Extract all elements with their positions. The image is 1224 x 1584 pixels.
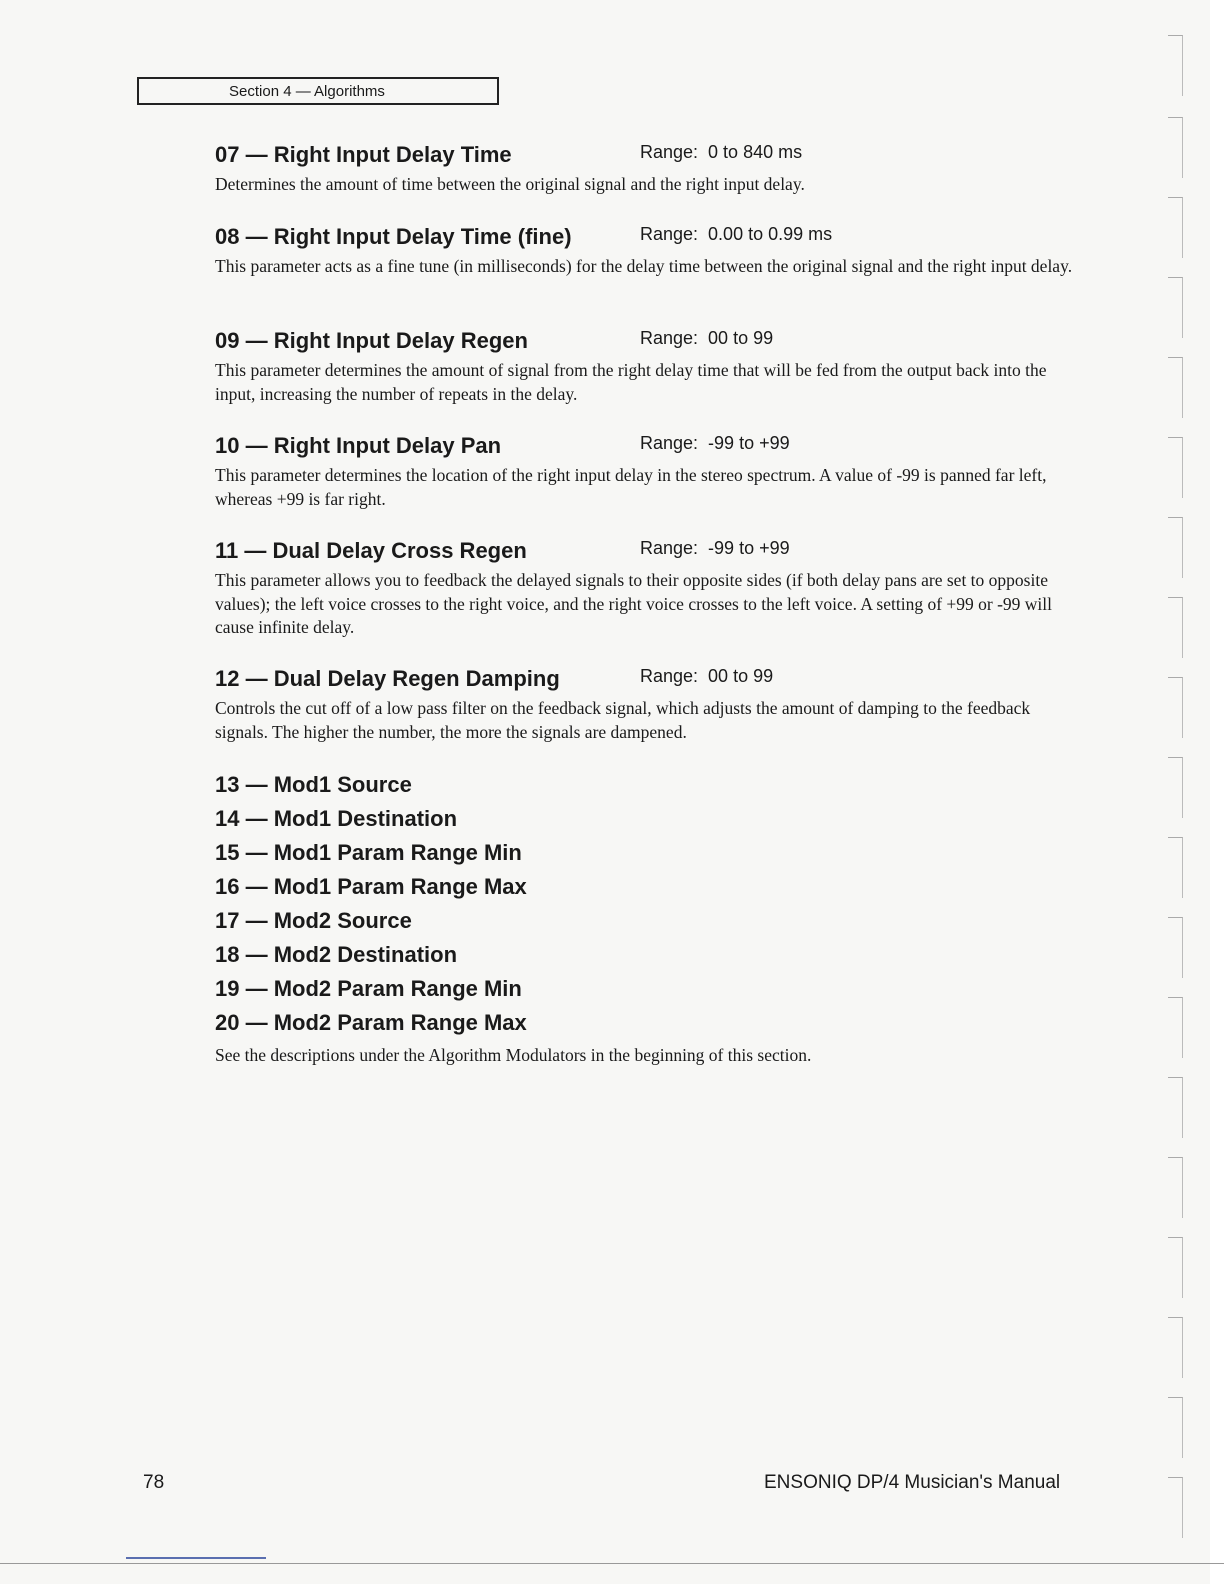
range-value: 00 to 99	[708, 666, 774, 686]
range-label: Range:	[640, 142, 699, 162]
binding-mark	[1168, 1397, 1183, 1458]
scan-line	[126, 1557, 266, 1559]
section-title: Section 4 — Algorithms	[229, 83, 385, 100]
binding-mark	[1168, 517, 1183, 578]
range-label: Range:	[640, 328, 699, 348]
parameter-description: This parameter allows you to feedback the delayed signals to their opposite sides (if both delay pans are set to opposite values); the left voice crosses to the right voice, and the right voice crosses to the left voice. A setting of +99 or -99 will cause infinite delay.	[215, 570, 1053, 637]
binding-mark	[1168, 997, 1183, 1058]
parameter-07	[215, 140, 1085, 197]
parameter-title: 12 — Dual Delay Regen Damping	[215, 666, 560, 691]
binding-mark	[1168, 837, 1183, 898]
binding-mark	[1168, 357, 1183, 418]
range-label: Range:	[640, 538, 699, 558]
mod-parameter-title: 18 — Mod2 Destination	[215, 942, 458, 967]
parameter-title: 08 — Right Input Delay Time (fine)	[215, 224, 572, 249]
range-value: 0.00 to 0.99 ms	[708, 224, 833, 244]
mod-parameter-title: 19 — Mod2 Param Range Min	[215, 976, 522, 1001]
binding-mark	[1168, 1077, 1183, 1138]
binding-mark	[1168, 917, 1183, 978]
mod-parameter-title: 14 — Mod1 Destination	[215, 806, 458, 831]
mod-parameter-title: 17 — Mod2 Source	[215, 908, 412, 933]
parameter-08	[215, 222, 1085, 279]
section-header	[137, 77, 499, 105]
binding-mark	[1168, 197, 1183, 258]
range-value: -99 to +99	[708, 538, 790, 558]
binding-mark	[1168, 597, 1183, 658]
binding-mark	[1168, 1317, 1183, 1378]
parameter-description: Determines the amount of time between the original signal and the right input delay.	[215, 174, 805, 194]
range-label: Range:	[640, 224, 699, 244]
range-value: 00 to 99	[708, 328, 774, 348]
binding-mark	[1168, 1477, 1183, 1538]
modulator-parameters	[215, 768, 811, 1068]
parameter-description: This parameter determines the location of the right input delay in the stereo spectrum. A value of -99 is panned far left, whereas +99 is far right.	[215, 465, 1047, 509]
range-value: -99 to +99	[708, 433, 790, 453]
binding-mark	[1168, 757, 1183, 818]
mod-parameter-title: 20 — Mod2 Param Range Max	[215, 1010, 527, 1035]
range-value: 0 to 840 ms	[708, 142, 803, 162]
binding-mark	[1168, 117, 1183, 178]
parameter-description: Controls the cut off of a low pass filter on the feedback signal, which adjusts the amount of damping to the feedback signals. The higher the number, the more the signals are dampened.	[215, 698, 1031, 742]
binding-mark	[1168, 437, 1183, 498]
mod-description: See the descriptions under the Algorithm Modulators in the beginning of this section.	[215, 1045, 812, 1065]
binding-mark	[1168, 1237, 1183, 1298]
parameter-11	[215, 536, 1085, 640]
parameter-12	[215, 664, 1085, 744]
mod-parameter-title: 16 — Mod1 Param Range Max	[215, 874, 527, 899]
binding-mark	[1168, 277, 1183, 338]
page-bottom-edge	[0, 1563, 1224, 1564]
page-number: 78	[143, 1472, 165, 1493]
binding-mark	[1168, 35, 1183, 96]
range-label: Range:	[640, 433, 699, 453]
mod-parameter-title: 13 — Mod1 Source	[215, 772, 412, 797]
binding-mark	[1168, 677, 1183, 738]
binding-mark	[1168, 1157, 1183, 1218]
parameter-title: 09 — Right Input Delay Regen	[215, 328, 528, 353]
parameter-10	[215, 431, 1085, 511]
parameter-description: This parameter determines the amount of signal from the right delay time that will be fed from the output back into the input, increasing the number of repeats in the delay.	[215, 360, 1047, 404]
parameter-title: 10 — Right Input Delay Pan	[215, 433, 502, 458]
manual-title: ENSONIQ DP/4 Musician's Manual	[764, 1472, 1061, 1493]
page-edge	[1210, 0, 1224, 1584]
parameter-description: This parameter acts as a fine tune (in milliseconds) for the delay time between the original signal and the right input delay.	[215, 256, 1073, 276]
range-label: Range:	[640, 666, 699, 686]
parameter-title: 11 — Dual Delay Cross Regen	[215, 538, 527, 563]
mod-parameter-title: 15 — Mod1 Param Range Min	[215, 840, 522, 865]
parameter-09	[215, 326, 1085, 406]
parameter-title: 07 — Right Input Delay Time	[215, 142, 512, 167]
